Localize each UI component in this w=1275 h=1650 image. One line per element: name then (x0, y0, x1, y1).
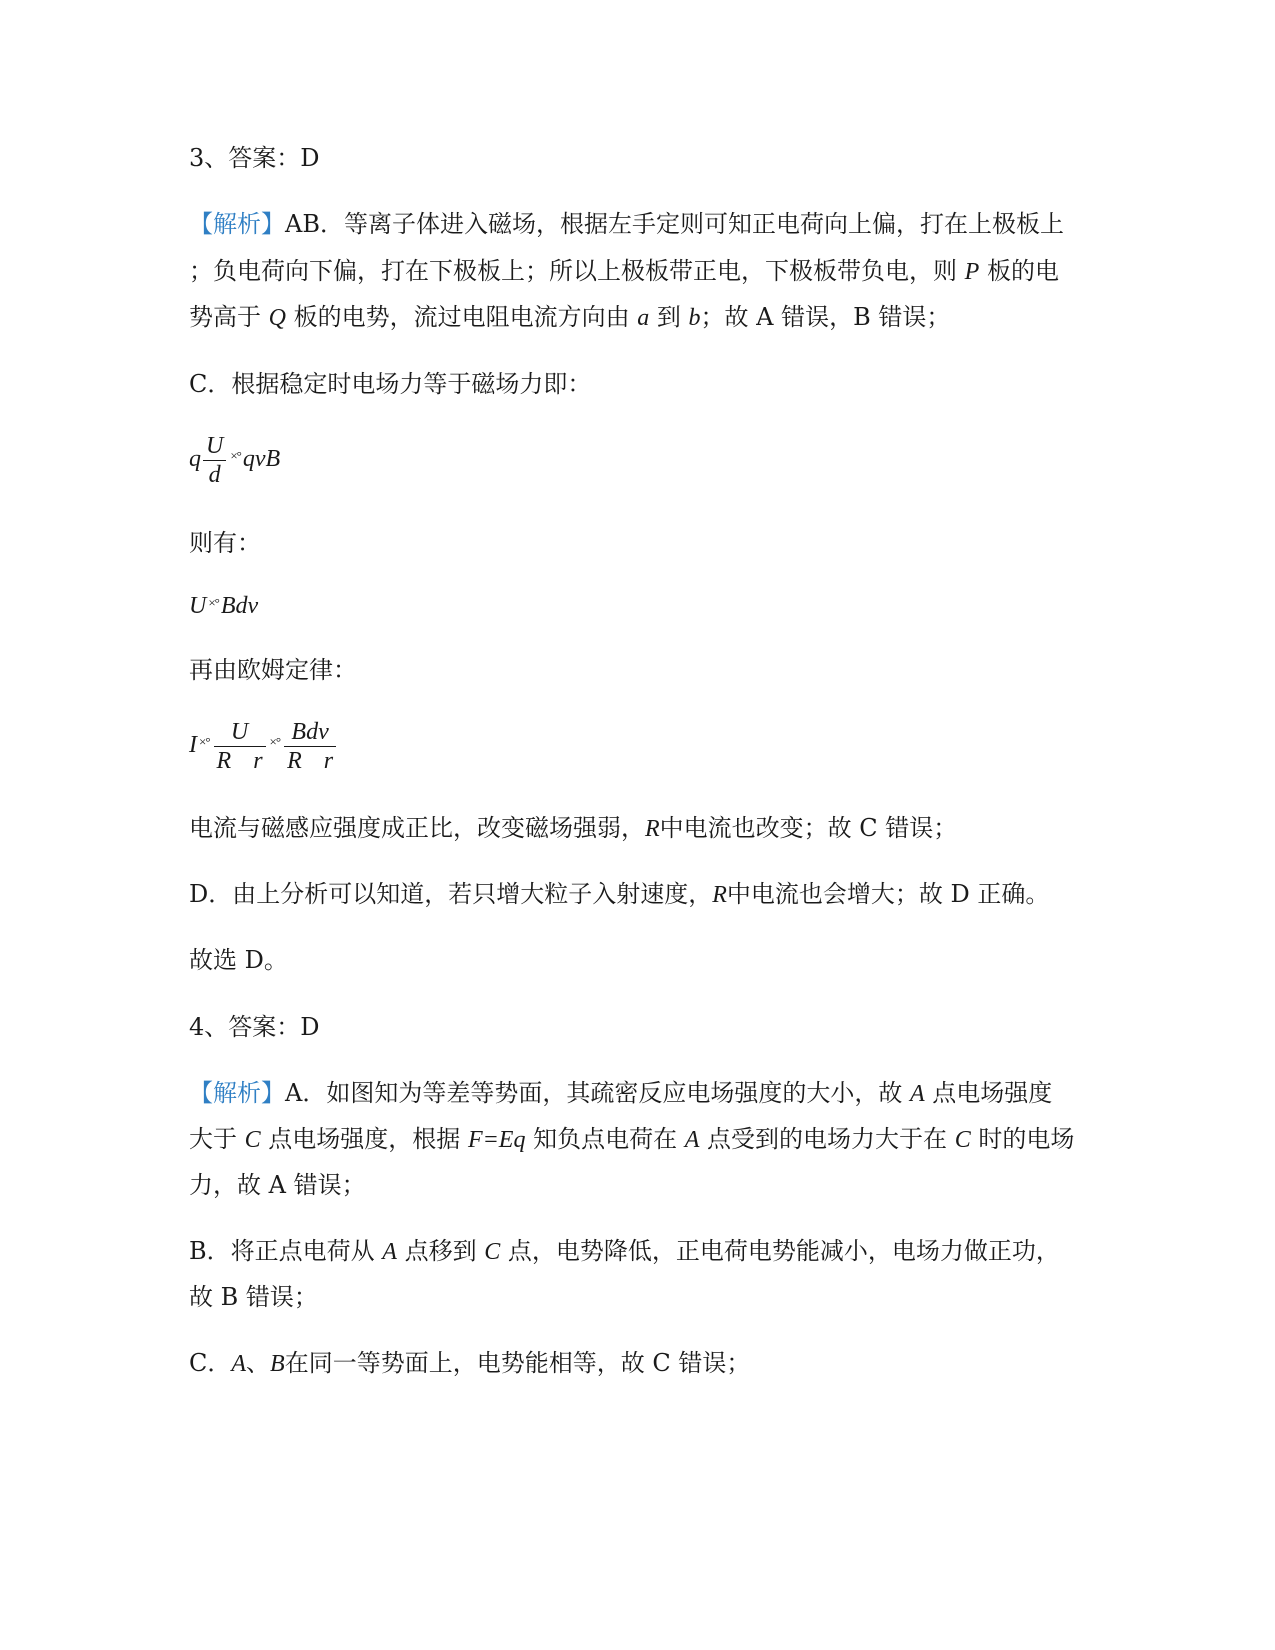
equation-force-balance: q $\frac{U}{d}$ ×°qvB (189, 433, 281, 488)
q3-select: 故选 D。 (189, 946, 288, 974)
q3-analysis-ab-line1: 【解析】AB．等离子体进入磁场，根据左手定则可知正电荷向上偏，打在上极板上 (189, 210, 1064, 238)
q4-b-line2: 故 B 错误； (189, 1283, 318, 1311)
q4-b-line1: B．将正点电荷从 A 点移到 C 点，电势降低，正电荷电势能减小，电场力做正功， (189, 1237, 1060, 1265)
q3-analysis-ab-line2: ；负电荷向下偏，打在下极板上；所以上极板带正电，下极板带负电，则 P 板的电 (189, 257, 1059, 285)
analysis-tag: 【解析】 (189, 210, 285, 238)
q3-d: D．由上分析可以知道，若只增大粒子入射速度，R中电流也会增大；故 D 正确。 (189, 880, 1050, 908)
q4-c: C．A、B在同一等势面上，电势能相等，故 C 错误； (189, 1349, 751, 1377)
q3-c-intro: C．根据稳定时电场力等于磁场力即： (189, 370, 592, 398)
q3-analysis-ab-line3: 势高于 Q 板的电势，流过电阻电流方向由 a 到 b；故 A 错误，B 错误； (189, 303, 951, 331)
equation-current: I ×° $\frac{U}{\text{R r}}$ ×° $\frac{\text{Bdv}}{\text{R r}}$ (189, 718, 338, 775)
q3-then: 则有： (189, 529, 261, 557)
analysis-tag: 【解析】 (189, 1079, 285, 1107)
q4-analysis-a-line1: 【解析】A．如图知为等差等势面，其疏密反应电场强度的大小，故 A 点电场强度 (189, 1079, 1053, 1107)
equation-voltage: U ×°Bdv (189, 593, 259, 619)
q3-ohm-law: 再由欧姆定律： (189, 656, 357, 684)
q4-analysis-a-line2: 大于 C 点电场强度，根据 F=Eq 知负点电荷在 A 点受到的电场力大于在 C 时的电场 (189, 1125, 1075, 1153)
q3-c-conclusion: 电流与磁感应强度成正比，改变磁场强弱，R中电流也改变；故 C 错误； (189, 814, 958, 842)
q4-analysis-a-line3: 力，故 A 错误； (189, 1171, 366, 1199)
q3-answer: 3、答案：D (189, 144, 320, 172)
q4-answer: 4、答案：D (189, 1013, 320, 1041)
